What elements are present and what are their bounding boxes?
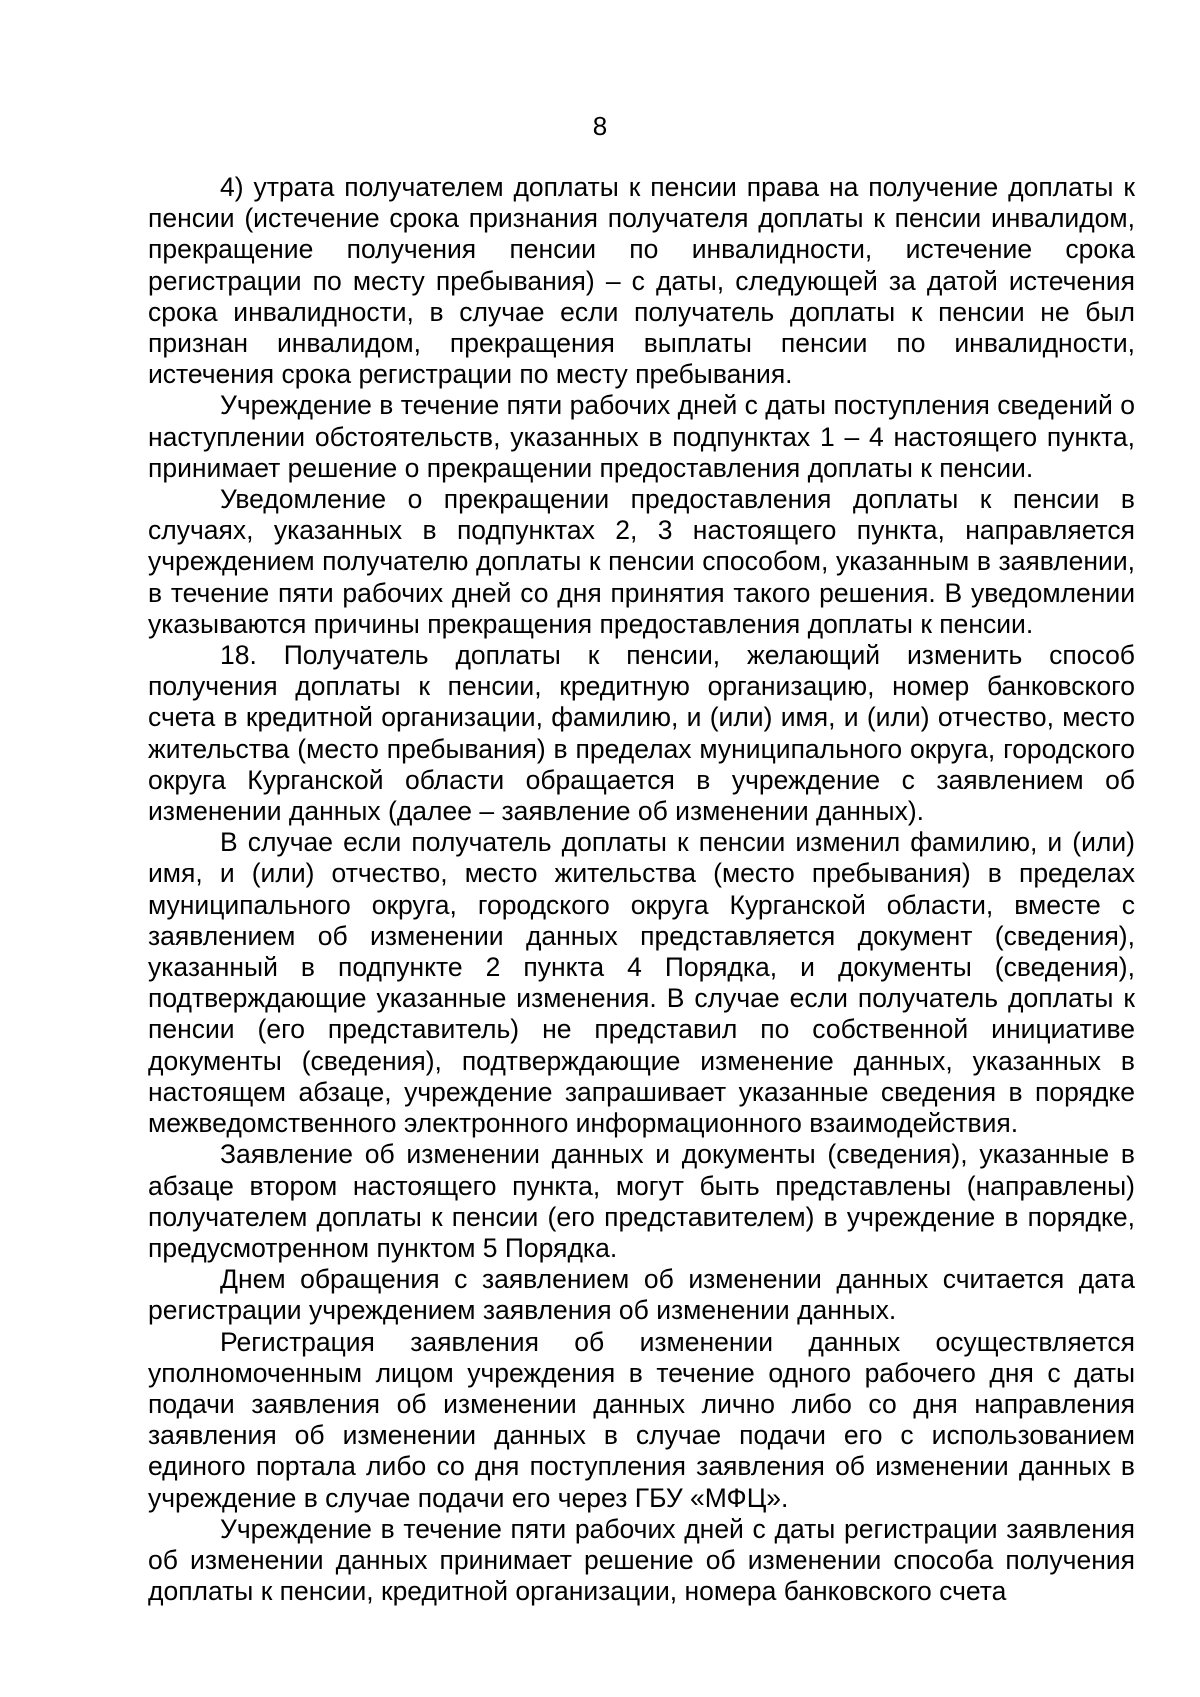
paragraph-change-decision: Учреждение в течение пяти рабочих дней с даты регистрации заявления об изменении данных принимает решение об изменении способа получения доплаты к пенсии, кредитной организации, номера банковского счета <box>148 1513 1135 1607</box>
paragraph-item-4-termination: 4) утрата получателем доплаты к пенсии права на получение доплаты к пенсии (истечение срока признания получателя доплаты к пенсии инвалидом, прекращение получения пенсии по инвалидности, истечение срока регистрации по месту пребывания) – с даты, следующей за датой истечения срока инвалидности, в случае если получатель доплаты к пенсии не был признан инвалидом, прекращения выплаты пенсии по инвалидности, истечения срока регистрации по месту пребывания. <box>148 172 1135 390</box>
paragraph-personal-data-change: В случае если получатель доплаты к пенсии изменил фамилию, и (или) имя, и (или) отчество, место жительства (место пребывания) в пределах муниципального округа, городского округа Курганской области, вместе с заявлением об изменении данных представляется документ (сведения), указанный в подпункте 2 пункта 4 Порядка, и документы (сведения), подтверждающие указанные изменения. В случае если получатель доплаты к пенсии (его представитель) не представил по собственной инициативе документы (сведения), подтверждающие изменение данных, указанных в настоящем абзаце, учреждение запрашивает указанные сведения в порядке межведомственного электронного информационного взаимодействия. <box>148 827 1135 1139</box>
paragraph-clause-18: 18. Получатель доплаты к пенсии, желающий изменить способ получения доплаты к пенсии, кредитную организацию, номер банковского счета в кредитной организации, фамилию, и (или) имя, и (или) отчество, место жительства (место пребывания) в пределах муниципального округа, городского округа Курганской области обращается в учреждение с заявлением об изменении данных (далее – заявление об изменении данных). <box>148 640 1135 827</box>
paragraph-submission-method: Заявление об изменении данных и документы (сведения), указанные в абзаце втором настоящего пункта, могут быть представлены (направлены) получателем доплаты к пенсии (его представителем) в учреждение в порядке, предусмотренном пунктом 5 Порядка. <box>148 1139 1135 1263</box>
paragraph-decision-termination: Учреждение в течение пяти рабочих дней с даты поступления сведений о наступлении обстоятельств, указанных в подпунктах 1 – 4 настоящего пункта, принимает решение о прекращении предоставления доплаты к пенсии. <box>148 390 1135 483</box>
paragraph-termination-notice: Уведомление о прекращении предоставления доплаты к пенсии в случаях, указанных в подпунктах 2, 3 настоящего пункта, направляется учреждением получателю доплаты к пенсии способом, указанным в заявлении, в течение пяти рабочих дней со дня принятия такого решения. В уведомлении указываются причины прекращения предоставления доплаты к пенсии. <box>148 484 1135 639</box>
paragraph-registration: Регистрация заявления об изменении данных осуществляется уполномоченным лицом учреждения в течение одного рабочего дня с даты подачи заявления об изменении данных лично либо со дня направления заявления об изменении данных в случае подачи его с использованием единого портала либо со дня поступления заявления об изменении данных в учреждение в случае подачи его через ГБУ «МФЦ». <box>148 1326 1135 1513</box>
page-number: 8 <box>592 111 608 141</box>
paragraph-application-date: Днем обращения с заявлением об изменении данных считается дата регистрации учреждением заявления об изменении данных. <box>148 1264 1135 1326</box>
document-body <box>148 172 1135 1607</box>
